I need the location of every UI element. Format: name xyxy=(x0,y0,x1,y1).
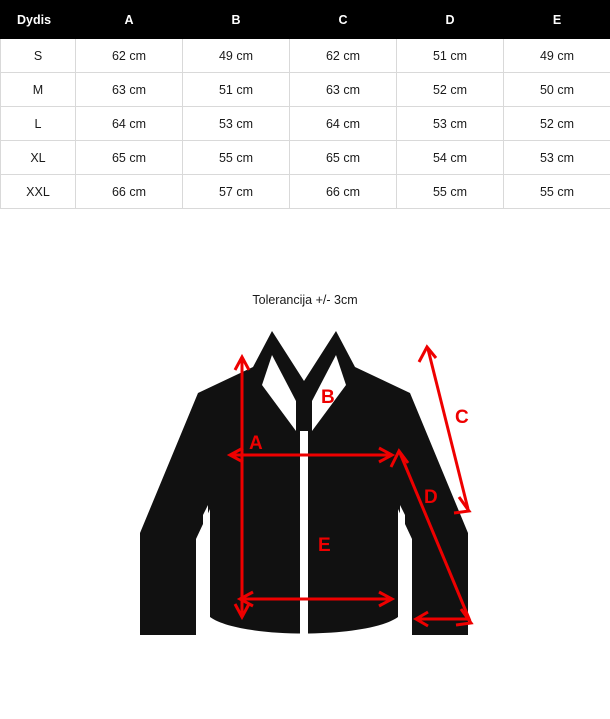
cell-size: L xyxy=(1,107,76,141)
cell-e: 53 cm xyxy=(504,141,610,175)
cell-d: 52 cm xyxy=(397,73,504,107)
cell-e: 50 cm xyxy=(504,73,610,107)
column-header-size: Dydis xyxy=(1,1,76,39)
measurement-diagram xyxy=(0,209,610,639)
column-header-c: C xyxy=(290,1,397,39)
cell-a: 66 cm xyxy=(76,175,183,209)
cell-c: 62 cm xyxy=(290,39,397,73)
cell-size: S xyxy=(1,39,76,73)
table-header-row xyxy=(1,1,610,39)
label-a: A xyxy=(249,433,263,454)
table-row xyxy=(1,107,610,141)
label-d: D xyxy=(424,487,438,508)
size-chart-table xyxy=(0,0,610,209)
label-b: B xyxy=(321,387,335,408)
table-header xyxy=(1,1,610,39)
column-header-d: D xyxy=(397,1,504,39)
cell-d: 53 cm xyxy=(397,107,504,141)
cell-b: 51 cm xyxy=(183,73,290,107)
table-row xyxy=(1,39,610,73)
table-row xyxy=(1,175,610,209)
jacket-illustration xyxy=(0,327,610,639)
cell-b: 53 cm xyxy=(183,107,290,141)
cell-b: 49 cm xyxy=(183,39,290,73)
cell-e: 49 cm xyxy=(504,39,610,73)
cell-a: 63 cm xyxy=(76,73,183,107)
cell-d: 54 cm xyxy=(397,141,504,175)
table-row xyxy=(1,73,610,107)
cell-e: 52 cm xyxy=(504,107,610,141)
table-body xyxy=(1,39,610,209)
cell-c: 63 cm xyxy=(290,73,397,107)
column-header-a: A xyxy=(76,1,183,39)
cell-size: M xyxy=(1,73,76,107)
cell-d: 51 cm xyxy=(397,39,504,73)
cell-e: 55 cm xyxy=(504,175,610,209)
cell-c: 64 cm xyxy=(290,107,397,141)
table-row xyxy=(1,141,610,175)
column-header-e: E xyxy=(504,1,610,39)
cell-b: 57 cm xyxy=(183,175,290,209)
cell-a: 65 cm xyxy=(76,141,183,175)
cell-a: 64 cm xyxy=(76,107,183,141)
cell-size: XXL xyxy=(1,175,76,209)
jacket-outline-shape xyxy=(140,331,468,639)
cell-b: 55 cm xyxy=(183,141,290,175)
cell-d: 55 cm xyxy=(397,175,504,209)
cell-c: 65 cm xyxy=(290,141,397,175)
tolerance-note: Tolerancija +/- 3cm xyxy=(252,293,358,307)
label-e: E xyxy=(318,535,331,556)
label-c: C xyxy=(455,407,469,428)
cell-c: 66 cm xyxy=(290,175,397,209)
cell-size: XL xyxy=(1,141,76,175)
column-header-b: B xyxy=(183,1,290,39)
cell-a: 62 cm xyxy=(76,39,183,73)
